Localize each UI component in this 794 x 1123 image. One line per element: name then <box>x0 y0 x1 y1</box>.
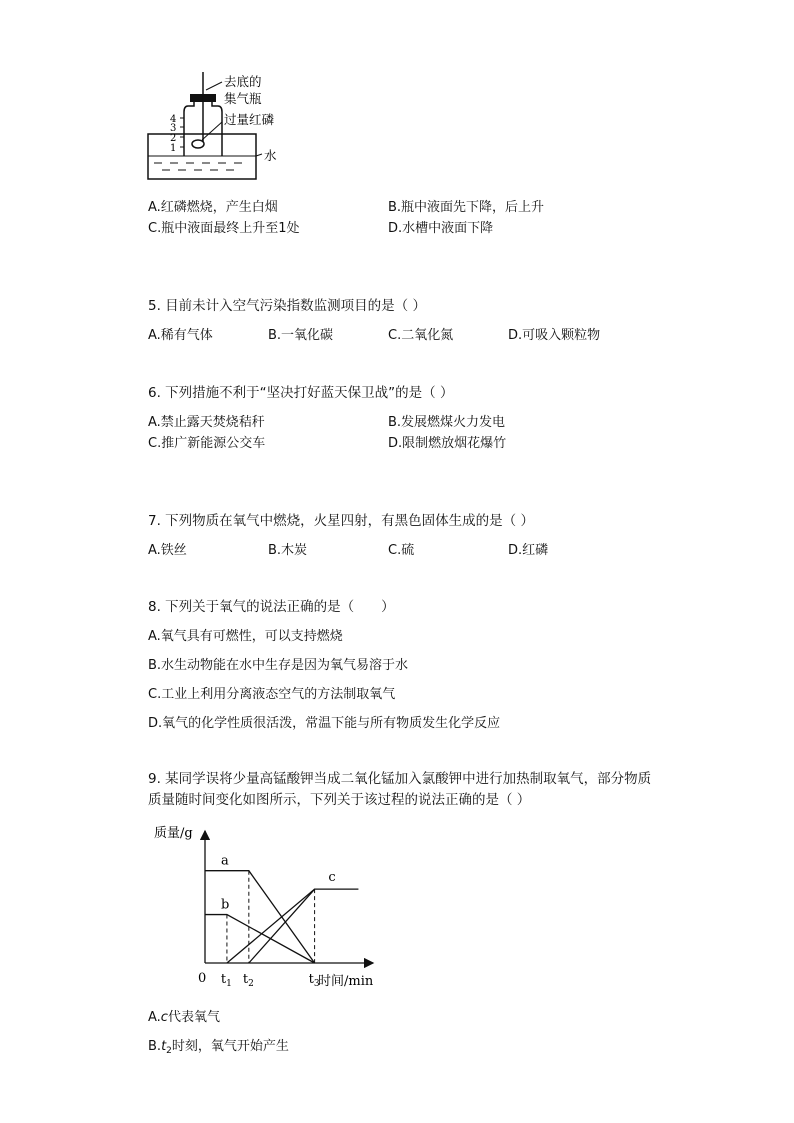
q4-option-b: B.瓶中液面先下降，后上升 <box>388 200 545 215</box>
q8-stem: 8. 下列关于氧气的说法正确的是（ ） <box>148 599 395 615</box>
q9-stem-line1: 9. 某同学误将少量高锰酸钾当成二氧化锰加入氯酸钾中进行加热制取氧气，部分物质 <box>148 771 652 787</box>
q4-option-c: C.瓶中液面最终上升至1处 <box>148 221 300 236</box>
q7-stem: 7. 下列物质在氧气中燃烧，火星四射，有黑色固体生成的是（ ） <box>148 513 534 529</box>
series-a-line <box>205 871 315 963</box>
q8-option-d: D.氧气的化学性质很活泼，常温下能与所有物质发生化学反应 <box>148 716 501 731</box>
q9-option-a: A.c代表氧气 <box>148 1010 220 1025</box>
q9-option-b: $B.t_2$时刻，氧气开始产生 <box>148 1039 289 1056</box>
q8-option-c: C.工业上利用分离液态空气的方法制取氧气 <box>148 687 396 702</box>
q6-option-c: C.推广新能源公交车 <box>148 436 266 451</box>
series-b-label: b <box>221 897 230 913</box>
scale-3: 3 <box>170 123 177 134</box>
q7-option-a: A.铁丝 <box>148 543 187 558</box>
q6-option-a: A.禁止露天焚烧秸秆 <box>148 415 265 430</box>
q7-option-b: B.木炭 <box>268 543 308 558</box>
q6-option-d: D.限制燃放烟花爆竹 <box>388 436 507 451</box>
series-b-line <box>205 915 315 963</box>
series-extra-line <box>227 889 315 963</box>
scale-2: 2 <box>170 133 177 144</box>
q8-option-a: A.氧气具有可燃性，可以支持燃烧 <box>148 629 343 644</box>
q7-option-d: D.红磷 <box>508 543 549 558</box>
q5-option-a: A.稀有气体 <box>148 328 213 343</box>
series-a-label: a <box>221 853 229 869</box>
q6-stem: 6. 下列措施不利于“坚决打好蓝天保卫战”的是（ ） <box>148 385 454 401</box>
q5-option-b: B.一氧化碳 <box>268 328 334 343</box>
series-c-line <box>249 889 359 963</box>
x-tick-label-2: $t_2$ <box>242 972 254 989</box>
label-phosphorus: 过量红磷 <box>224 112 275 127</box>
label-water: 水 <box>264 148 277 163</box>
q4-option-a: A.红磷燃烧，产生白烟 <box>148 200 278 215</box>
q8-option-b: B.水生动物能在水中生存是因为氧气易溶于水 <box>148 658 409 673</box>
q5-stem: 5. 目前未计入空气污染指数监测项目的是（ ） <box>148 298 426 314</box>
chart-origin-label: 0 <box>198 971 207 986</box>
q7-option-c: C.硫 <box>388 543 415 558</box>
chart-y-axis-label: 质量/g <box>154 826 193 841</box>
scale-4: 4 <box>170 114 177 125</box>
q9-stem-line2: 质量随时间变化如图所示，下列关于该过程的说法正确的是（ ） <box>148 792 531 808</box>
series-c-label: c <box>328 870 336 886</box>
q5-option-c: C.二氧化氮 <box>388 328 454 343</box>
apparatus-figure <box>140 70 290 185</box>
label-bottle-1: 去底的 <box>224 74 262 89</box>
q4-option-d: D.水槽中液面下降 <box>388 221 494 236</box>
q5-option-d: D.可吸入颗粒物 <box>508 328 601 343</box>
label-bottle-2: 集气瓶 <box>224 91 262 106</box>
chart-x-axis-label: 时间/min <box>318 974 374 989</box>
mass-time-chart <box>150 815 390 995</box>
x-tick-label-1: $t_1$ <box>220 972 232 989</box>
scale-1: 1 <box>170 143 177 154</box>
q6-option-b: B.发展燃煤火力发电 <box>388 415 506 430</box>
x-tick-label-3: $t_3$ <box>308 972 320 989</box>
